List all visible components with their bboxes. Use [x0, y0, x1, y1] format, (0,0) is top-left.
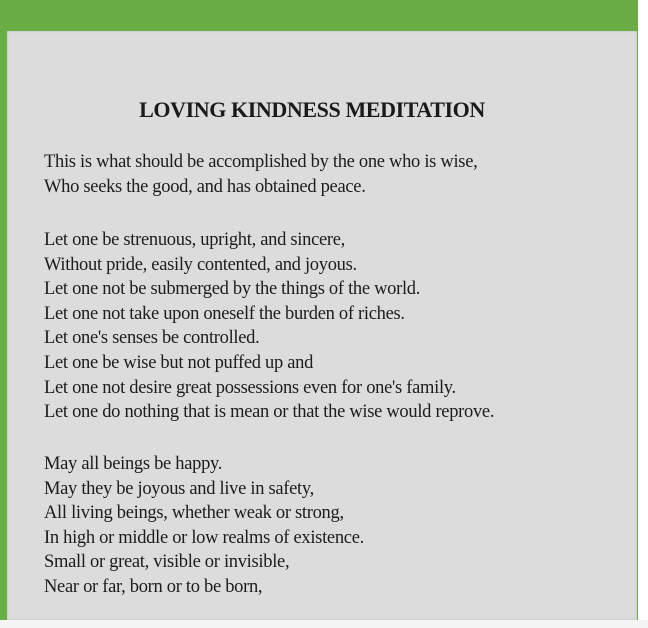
stanza-1 [44, 150, 477, 199]
stanza-2 [44, 228, 494, 425]
document-title: LOVING KINDNESS MEDITATION [139, 97, 485, 122]
verse-line: Let one's senses be controlled. [44, 328, 260, 349]
page-edge-bottom [0, 620, 648, 628]
verse-line: Small or great, visible or invisible, [44, 552, 290, 573]
verse-line: Let one not take upon oneself the burden of riches. [44, 303, 405, 324]
verse-line: Let one be wise but not puffed up and [44, 352, 314, 373]
verse-line: Let one not desire great possessions even for one's family. [44, 377, 456, 398]
verse-line: May all beings be happy. [44, 454, 223, 474]
verse-line: All living beings, whether weak or strong, [44, 503, 344, 524]
verse-line: Without pride, easily contented, and joyous. [44, 254, 357, 275]
verse-line: Let one be strenuous, upright, and sincere, [44, 230, 345, 250]
verse-line: Near or far, born or to be born, [44, 576, 263, 597]
verse-line: Who seeks the good, and has obtained peace. [44, 176, 366, 197]
verse-line: In high or middle or low realms of existence. [44, 527, 364, 548]
verse-line: Let one not be submerged by the things of the world. [44, 279, 421, 300]
page-edge-right [638, 0, 648, 628]
verse-line: This is what should be accomplished by the one who is wise, [44, 152, 478, 172]
verse-line: May they be joyous and live in safety, [44, 478, 314, 499]
verse-line: Let one do nothing that is mean or that the wise would reprove. [44, 402, 495, 423]
stanza-3 [44, 452, 364, 600]
